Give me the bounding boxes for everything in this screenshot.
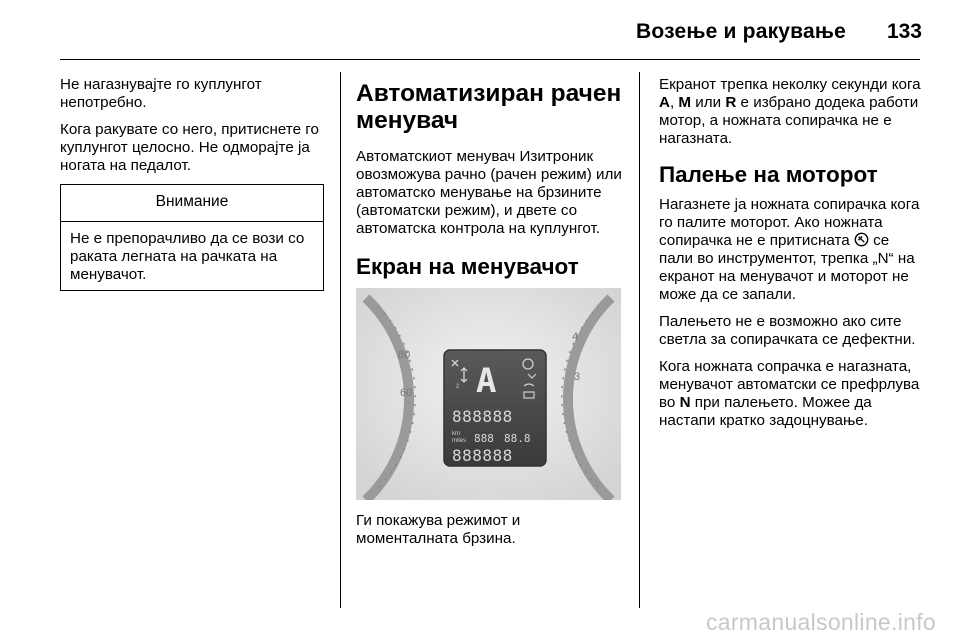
text-run: Кога ножната сопрачка е нагазната, менувачот автоматски се префрлува во — [659, 358, 920, 411]
section-heading: Палење на моторот — [659, 162, 878, 187]
paragraph — [659, 196, 923, 304]
text-run: се пали во инструментот, трепка „N“ на екранот на менувачот и моторот не може да се запали. — [659, 232, 915, 303]
mode-letter: A — [659, 94, 670, 111]
segment-display-row: 888 — [474, 432, 494, 445]
segment-display-row: 888888 — [452, 446, 513, 465]
figure-caption: Ги покажува режимот и моменталната брзина. — [356, 512, 521, 547]
text-run: Нагазнете ја ножната сопирачка кога го палите моторот. Ако ножната сопирачка не е притисната — [659, 196, 920, 249]
page-number: 133 — [886, 20, 922, 43]
column-right — [659, 76, 923, 439]
gauge-label: 80 — [398, 349, 411, 361]
section-heading: Автоматизиран рачен менувач — [356, 80, 622, 134]
column-divider — [639, 72, 640, 608]
text-run: е избрано додека работи мотор, а ножната сопирачка не е нагазната. — [659, 94, 919, 147]
gear-shift-icon-label: 2 — [456, 384, 460, 390]
caution-title: Внимание — [61, 185, 323, 222]
caution-box — [60, 184, 324, 291]
brake-pedal-icon — [854, 232, 869, 247]
mode-letter: N — [679, 394, 691, 411]
text-run: при палењето. Можее да настапи кратко задоцнување. — [659, 394, 872, 429]
gauge-label: 4 — [572, 331, 579, 343]
paragraph: Палењето не е возможно ако сите светла за сопирачката се дефектни. — [659, 313, 916, 348]
unit-label: miles — [452, 438, 467, 444]
gear-letter: A — [476, 361, 497, 401]
column-left — [60, 76, 324, 291]
text-run: Екранот трепка неколку секунди кога — [659, 76, 921, 93]
mode-letter: M — [678, 94, 692, 111]
subsection-heading: Екран на менувачот — [356, 254, 579, 279]
gauge-label: 3 — [574, 371, 581, 383]
paragraph — [659, 358, 923, 430]
paragraph: Автоматскиот менувач Изитроник овозможува рачно (рачен режим) или автоматско менување на брзините (автоматски режим), и двете со автоматска контрола на куплунгот. — [356, 148, 622, 237]
column-middle — [356, 76, 624, 557]
segment-display-row: 88.8 — [504, 432, 531, 445]
paragraph: Кога ракувате со него, притиснете го куплунгот целосно. Не одморајте ја ногата на педалот. — [60, 121, 319, 174]
text-run: или — [691, 94, 726, 111]
gauge-label: 60 — [400, 387, 413, 399]
paragraph — [659, 76, 923, 148]
unit-label: km — [452, 431, 460, 437]
column-divider — [340, 72, 341, 608]
gear-display-illustration — [356, 288, 621, 500]
header-title: Возење и ракување — [636, 20, 846, 43]
segment-display-row: 888888 — [452, 407, 513, 426]
paragraph: Не нагазнувајте го куплунгот непотребно. — [60, 76, 262, 111]
watermark: carmanualsonline.info — [705, 609, 936, 635]
text-run: , — [669, 94, 679, 111]
page-header — [0, 0, 960, 62]
caution-body: Не е препорачливо да се вози со раката легната на рачката на менувачот. — [70, 230, 305, 283]
mode-letter: R — [725, 94, 737, 111]
header-rule — [60, 59, 920, 60]
